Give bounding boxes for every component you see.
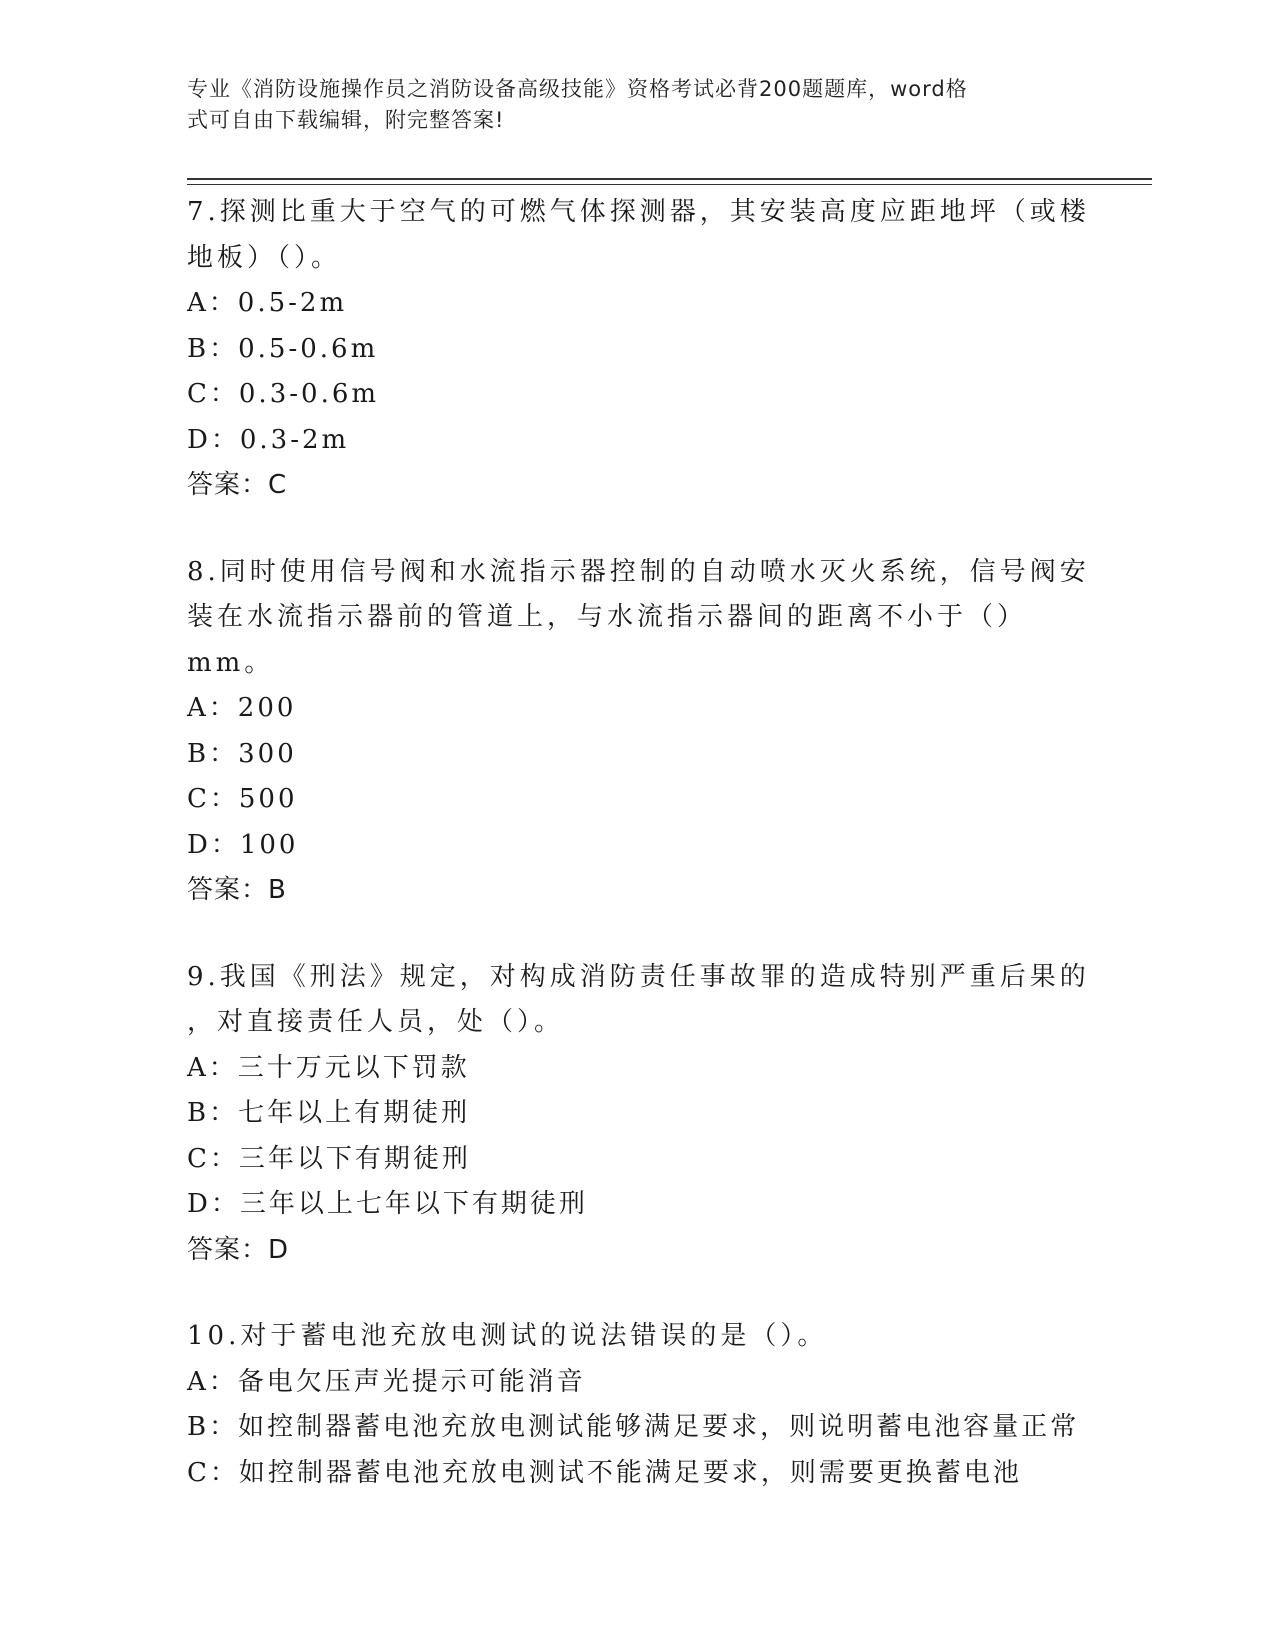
header-line-1: 专业《消防设施操作员之消防设备高级技能》资格考试必背200题题库，word格 xyxy=(187,77,968,101)
option-c: C：0.3-0.6m xyxy=(187,379,380,409)
answer: 答案：C xyxy=(187,470,288,500)
question-stem: 10.对于蓄电池充放电测试的说法错误的是（）。 xyxy=(187,1321,828,1351)
option-b: B：0.5-0.6m xyxy=(187,333,379,364)
question-stem: ，对直接责任人员，处（）。 xyxy=(187,1007,565,1037)
option-a: A：0.5-2m xyxy=(187,288,348,318)
answer: 答案：B xyxy=(187,875,287,905)
question-8 xyxy=(187,550,1107,914)
document-header xyxy=(187,74,1067,136)
question-7 xyxy=(187,190,1107,509)
option-b: B：如控制器蓄电池充放电测试能够满足要求，则说明蓄电池容量正常 xyxy=(187,1412,1080,1442)
answer: 答案：D xyxy=(187,1234,290,1265)
option-c: C：如控制器蓄电池充放电测试不能满足要求，则需要更换蓄电池 xyxy=(187,1457,1022,1488)
question-stem: 8.同时使用信号阀和水流指示器控制的自动喷水灭火系统，信号阀安 xyxy=(187,556,1090,587)
option-b: B：七年以上有期徒刑 xyxy=(187,1098,471,1128)
question-stem: 装在水流指示器前的管道上，与水流指示器间的距离不小于（）mm。 xyxy=(187,602,1028,678)
option-a: A：备电欠压声光提示可能消音 xyxy=(187,1366,586,1397)
option-c: C：500 xyxy=(187,784,298,814)
option-c: C：三年以下有期徒刑 xyxy=(187,1143,471,1174)
question-stem: 地板）（）。 xyxy=(187,242,342,273)
question-9 xyxy=(187,955,1107,1274)
header-divider-thin xyxy=(187,184,1152,185)
option-b: B：300 xyxy=(187,738,297,769)
question-stem: 9.我国《刑法》规定，对构成消防责任事故罪的造成特别严重后果的 xyxy=(187,961,1090,992)
option-a: A：200 xyxy=(187,693,297,723)
question-list xyxy=(187,190,1107,1537)
option-a: A：三十万元以下罚款 xyxy=(187,1052,470,1083)
option-d: D：100 xyxy=(187,829,299,860)
option-d: D：三年以上七年以下有期徒刑 xyxy=(187,1189,588,1219)
header-line-2: 式可自由下载编辑，附完整答案! xyxy=(187,108,505,132)
question-stem: 7.探测比重大于空气的可燃气体探测器，其安装高度应距地坪（或楼 xyxy=(187,197,1090,227)
header-divider-thick xyxy=(187,178,1152,180)
question-10 xyxy=(187,1314,1107,1496)
option-d: D：0.3-2m xyxy=(187,424,350,455)
